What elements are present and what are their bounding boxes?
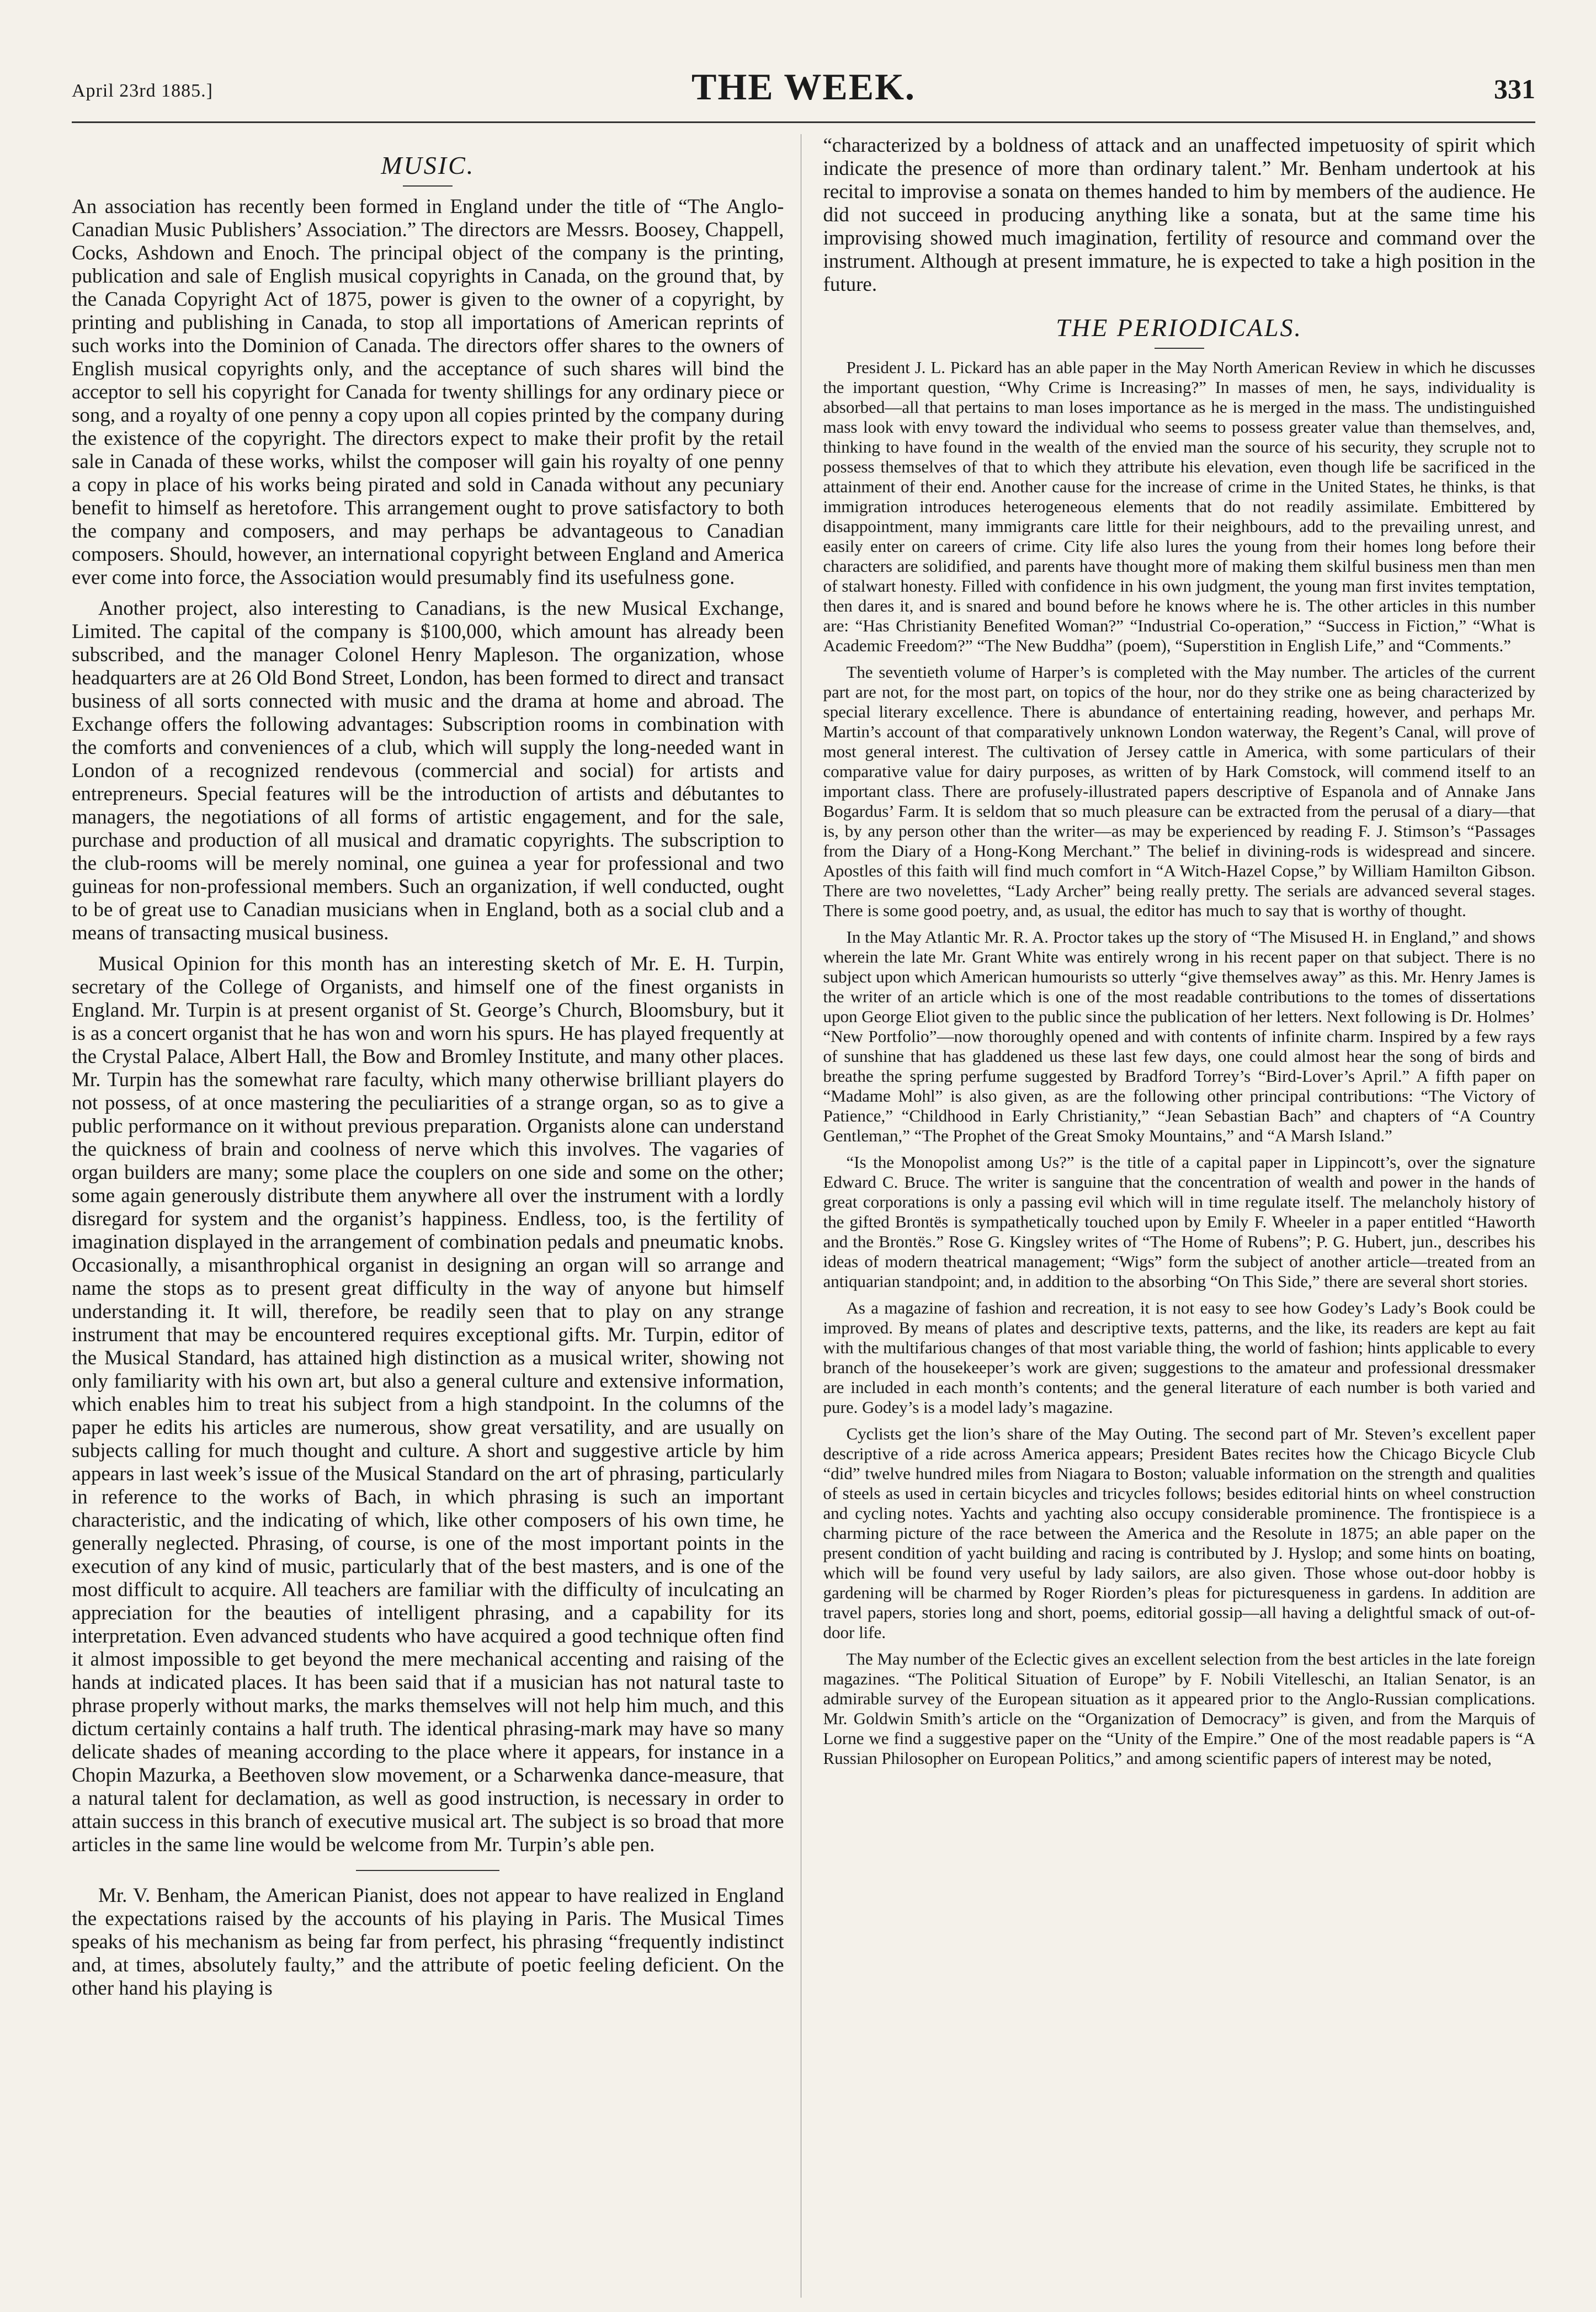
section-divider: [356, 1870, 499, 1871]
title-rule: [403, 185, 453, 187]
two-column-body: [72, 134, 1535, 2298]
music-paragraph: Mr. V. Benham, the American Pianist, does not appear to have realized in England the expectations raised by the accounts of his playing in Paris. The Musical Times speaks of his mechanism as being far from perfect, his phrasing “frequently indistinct and, at times, absolutely faulty,” and the attribute of poetic feeling deficient. On the other hand his playing is: [72, 1884, 784, 2000]
periodical-paragraph: The May number of the Eclectic gives an excellent selection from the best articles in the late foreign magazines. “The Political Situation of Europe” by F. Nobili Vitelleschi, an Italian Senator, is an admirable survey of the European situation as it appeared prior to the Anglo-Russian complications. Mr. Goldwin Smith’s article on the “Organization of Democracy” is given, and from the Marquis of Lorne we find a suggestive paper on the “Unity of the Empire.” One of the most readable papers is “A Russian Philosopher on European Politics,” and among scientific papers of interest may be noted,: [823, 1649, 1535, 1768]
music-paragraph: Musical Opinion for this month has an interesting sketch of Mr. E. H. Turpin, secretary of the College of Organists, and himself one of the finest organists in England. Mr. Turpin is at present organist of St. George’s Church, Bloomsbury, but it is as a concert organist that he has won and worn his spurs. He has played frequently at the Crystal Palace, Albert Hall, the Bow and Bromley Institute, and many other places. Mr. Turpin has the somewhat rare faculty, which many otherwise brilliant players do not possess, of at once mastering the peculiarities of a strange organ, so as to give a public performance on it without previous preparation. Organists alone can understand the quickness of brain and coolness of nerve which this involves. The vagaries of organ builders are many; some place the couplers on one side and some on the other; some again generously distribute them anywhere all over the instrument with a lordly disregard for system and the organist’s happiness. Endless, too, is the fertility of imagination displayed in the arrangement of combination pedals and pneumatic knobs. Occasionally, a misanthrophical organist in designing an organ will so arrange and name the stops as to present great difficulty in the way of anyone but himself understanding it. It will, therefore, be readily seen that to play on any strange instrument that may be encountered requires exceptional gifts. Mr. Turpin, editor of the Musical Standard, has attained high distinction as a musical writer, showing not only familiarity with his own art, but also a general culture and extensive information, which enables him to treat his subject from a high standpoint. In the columns of the paper he edits his articles are numerous, show great versatility, and are usually on subjects calling for much thought and culture. A short and suggestive article by him appears in last week’s issue of the Musical Standard on the art of phrasing, particularly in reference to the works of Bach, in which phrasing is such an important characteristic, and the indicating of which, like other composers of his own time, he generally neglected. Phrasing, of course, is one of the most important points in the execution of any kind of music, particularly that of the best masters, and is one of the most difficult to acquire. All teachers are familiar with the difficulty of inculcating an appreciation for the beauties of intelligent phrasing, and a capability for its interpretation. Even advanced students who have acquired a good technique often find it almost impossible to get beyond the mere mechanical accenting and raising of the hands at indicated places. It has been said that if a musician has not natural taste to phrase properly without marks, the marks themselves will not help him much, and this dictum certainly contains a half truth. The identical phrasing-mark may have so many delicate shades of meaning according to the place where it appears, for instance in a Chopin Mazurka, a Beethoven slow movement, or a Scharwenka dance-measure, that a natural talent for declamation, as well as good instruction, is necessary in order to attain success in this branch of executive musical art. The subject is so broad that more articles in the same line would be welcome from Mr. Turpin’s able pen.: [72, 953, 784, 1856]
music-paragraph: Another project, also interesting to Canadians, is the new Musical Exchange, Limited. The capital of the company is $100,000, which amount has already been subscribed, and the manager Colonel Henry Mapleson. The organization, whose headquarters are at 26 Old Bond Street, London, has been formed to direct and transact business of all sorts connected with music and the drama at home and abroad. The Exchange offers the following advantages: Subscription rooms in combination with the comforts and conveniences of a club, which will supply the long-needed want in London of a recognized rendevous (commercial and social) for artists and entrepreneurs. Special features will be the introduction of artists and débutantes to managers, the negotiations of all forms of artistic engagement, and for the sale, purchase and production of all musical and dramatic copyrights. The subscription to the club-rooms will be merely nominal, one guinea a year for professional and two guineas for non-professional members. Such an organization, if well conducted, ought to be of great use to Canadian musicians when in England, both as a social club and a means of transacting musical business.: [72, 597, 784, 944]
music-section-title: MUSIC.: [381, 151, 475, 179]
music-paragraph: An association has recently been formed in England under the title of “The Anglo-Canadian Music Publishers’ Association.” The directors are Messrs. Boosey, Chappell, Cocks, Ashdown and Enoch. The principal object of the company is the printing, publication and sale of English musical copyrights in Canada, on the ground that, by the Canada Copyright Act of 1875, power is given to the owner of a copyright, by printing and publishing in Canada, to stop all importations of American reprints of such works into the Dominion of Canada. The directors offer shares to the owners of English musical copyrights only, and the acceptance of such shares will bind the acceptor to sell his copyright for Canada for twenty shillings for any ordinary piece or song, and a royalty of one penny a copy upon all copies printed by the company during the existence of the copyright. The directors expect to make their profit by the retail sale in Canada of these works, whilst the composer will gain his royalty of one penny a copy in place of his works being pirated and sold in Canada without any pecuniary benefit to himself as heretofore. This arrangement ought to prove satisfactory to both the company and composers, and may perhaps be advantageous to Canadian composers. Should, however, an international copyright between England and America ever come into force, the Association would presumably find its usefulness gone.: [72, 195, 784, 589]
running-head: [72, 61, 1535, 123]
periodical-paragraph: The seventieth volume of Harper’s is completed with the May number. The articles of the current part are not, for the most part, on topics of the hour, nor do they strike one as being characterized by special literary excellence. There is abundance of entertaining reading, however, and perhaps Mr. Martin’s account of that comparatively unknown London waterway, the Regent’s Canal, will prove of most general interest. The cultivation of Jersey cattle in America, with some particulars of their comparative value for dairy purposes, as written of by Hark Comstock, will commend itself to an important class. There are profusely-illustrated papers descriptive of Espanola and of Annake Jans Bogardus’ Farm. It is seldom that so much pleasure can be extracted from the perusal of a diary—that is, by any person other than the writer—as may be experienced by reading F. J. Stimson’s “Passages from the Diary of a Hong-Kong Merchant.” The belief in divining-rods is widespread and sincere. Apostles of this faith will find much comfort in “A Witch-Hazel Copse,” by William Hamilton Gibson. There are two novelettes, “Lady Archer” being really pretty. The serials are advanced several stages. There is some good poetry, and, as usual, the editor has much to say that is worthy of thought.: [823, 662, 1535, 920]
periodical-paragraph: “Is the Monopolist among Us?” is the title of a capital paper in Lippincott’s, over the signature Edward C. Bruce. The writer is sanguine that the concentration of wealth and power in the hands of great corporations is only a passing evil which will in time regulate itself. The melancholy history of the gifted Brontës is sympathetically touched upon by Emily F. Wheeler in a paper entitled “Haworth and the Brontës.” Rose G. Kingsley writes of “The Home of Rubens”; P. G. Hubert, jun., describes his ideas of modern theatrical management; “Wigs” form the subject of another article—treated from an antiquarian standpoint; and, in addition to the absorbing “On This Side,” there are several short stories.: [823, 1152, 1535, 1291]
periodical-paragraph: President J. L. Pickard has an able paper in the May North American Review in which he discusses the important question, “Why Crime is Increasing?” In masses of men, he says, individuality is absorbed—all that pertains to man loses importance as he is merged in the mass. The undistinguished mass look with envy toward the individual who seems to possess greater value than themselves, and, thinking to have found in the wealth of the envied man the source of his security, they scruple not to possess themselves of that to which they attribute his elevation, even though life be sacrificed in the attainment of their end. Another cause for the increase of crime in the United States, he thinks, is that immigration introduces heterogeneous elements that do not readily assimilate. Embittered by disappointment, many immigrants care little for their neighbours, add to the prevailing unrest, and easily enter on careers of crime. City life also lures the young from their homes long before their characters are solidified, and parents have thought more of making them skilful business men than men of stalwart honesty. Filled with confidence in his own judgment, the young man first invites temptation, then dares it, and is snared and bound before he knows where he is. The other articles in this number are: “Has Christianity Benefited Woman?” “Industrial Co-operation,” “Success in Fiction,” “What is Academic Freedom?” “The New Buddha” (poem), “Superstition in English Life,” and “Comments.”: [823, 358, 1535, 655]
masthead-title: THE WEEK.: [691, 66, 916, 108]
page-number: 331: [1494, 73, 1535, 104]
periodicals-section-title: THE PERIODICALS.: [1056, 313, 1303, 342]
issue-date: April 23rd 1885.]: [72, 81, 213, 101]
periodicals-section: [823, 358, 1536, 1768]
periodical-paragraph: Cyclists get the lion’s share of the May Outing. The second part of Mr. Steven’s excellent paper descriptive of a ride across America appears; President Bates recites how the Chicago Bicycle Club “did” twelve hundred miles from Niagara to Boston; valuable information on the strength and qualities of steels as used in certain bicycles and tricycles follows; besides editorial hints on wheel construction and cycling notes. Yachts and yachting also occupy considerable prominence. The frontispiece is a charming picture of the race between the America and the Resolute in 1875; an able paper on the present condition of yacht building and racing is contributed by J. Hyslop; and some hints on boating, which will be found very useful by lady sailors, are also given. Those whose out-door hobby is gardening will be charmed by Roger Riorden’s pleas for picturesqueness in gardens. In addition are travel papers, stories long and short, poems, editorial gossip—all having a delightful smack of out-of-door life.: [823, 1424, 1535, 1642]
music-continuation: “characterized by a boldness of attack and an unaffected impetuosity of spirit which indicate the presence of more than ordinary talent.” Mr. Benham undertook at his recital to improvise a sonata on themes handed to him by members of the audience. He did not succeed in producing anything like a sonata, but at the same time his improvising showed much imagination, fertility of resource and command over the instrument. Although at present immature, he is expected to take a high position in the future.: [823, 134, 1535, 296]
periodical-paragraph: As a magazine of fashion and recreation, it is not easy to see how Godey’s Lady’s Book could be improved. By means of plates and descriptive texts, patterns, and the like, its readers are kept au fait with the multifarious changes of that most variable thing, the world of fashion; hints applicable to every branch of the housekeeper’s work are given; suggestions to the amateur and professional dressmaker are included in each month’s contents; and the general literature of each number is both varied and pure. Godey’s is a model lady’s magazine.: [823, 1298, 1535, 1417]
periodical-paragraph: In the May Atlantic Mr. R. A. Proctor takes up the story of “The Misused H. in England,” and shows wherein the late Mr. Grant White was entirely wrong in his recent paper on that subject. There is no subject upon which American humourists so utterly “give themselves away” as this. Mr. Henry James is the writer of an article which is one of the most readable contributions to the tomes of dissertations upon George Eliot given to the public since the publication of her letters. Next following is Dr. Holmes’ “New Portfolio”—now thoroughly opened and with contents of infinite charm. Inspired by a few rays of sunshine that has gladdened us these last few days, one could almost hear the song of birds and breathe the spring perfume suggested by Bradford Torrey’s “Bird-Lover’s April.” A fifth paper on “Madame Mohl” is also given, as are the following other principal contributions: “The Victory of Patience,” “Childhood in Early Christianity,” “Jean Sebastian Bach” and chapters of “A Country Gentleman,” “The Prophet of the Great Smoky Mountains,” and “A Marsh Island.”: [823, 927, 1535, 1145]
title-rule: [1155, 348, 1204, 349]
music-column: [72, 134, 801, 2298]
right-column: [823, 134, 1536, 2298]
